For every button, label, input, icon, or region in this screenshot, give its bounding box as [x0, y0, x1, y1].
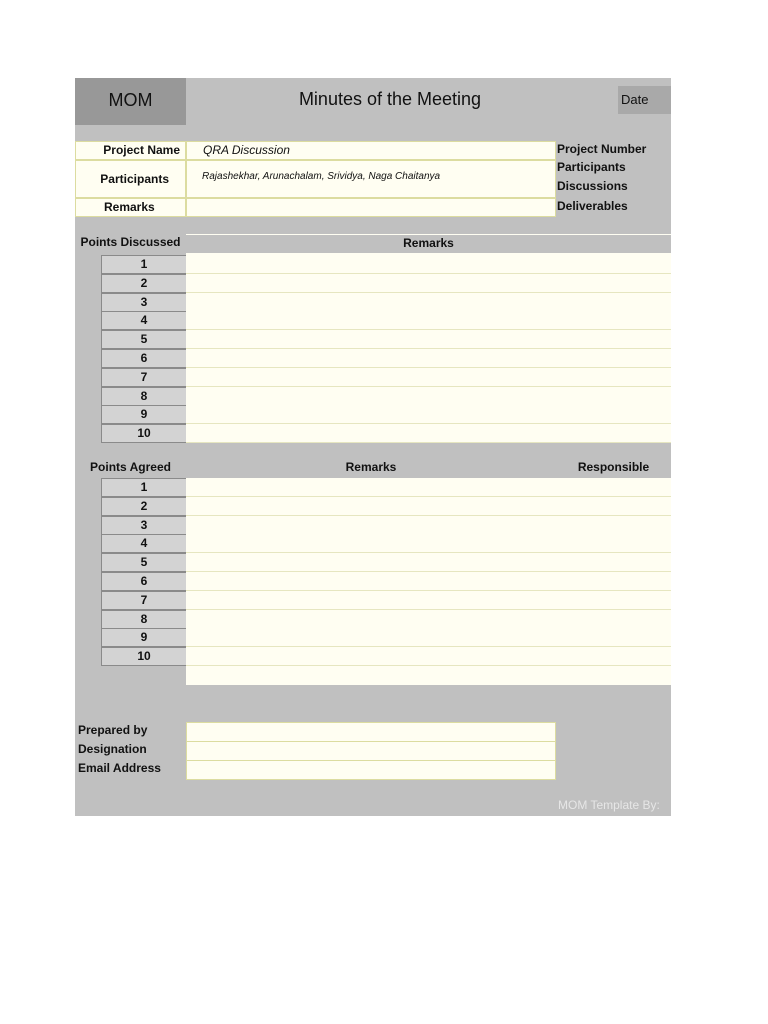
template-credit: MOM Template By: [558, 798, 660, 812]
row-number: 2 [101, 497, 187, 516]
row-number: 4 [101, 534, 187, 553]
participants-field[interactable]: Rajashekhar, Arunachalam, Srividya, Naga Chaitanya [186, 160, 556, 198]
table-row[interactable] [186, 405, 671, 424]
discussions-label: Discussions [557, 179, 628, 193]
table-row[interactable] [186, 553, 671, 572]
table-row[interactable] [186, 516, 671, 535]
points-discussed-header: Points Discussed [80, 235, 181, 249]
table-row[interactable] [186, 255, 671, 274]
designation-field[interactable] [186, 741, 556, 761]
page-title: Minutes of the Meeting [298, 89, 482, 109]
row-number: 5 [101, 330, 187, 349]
table-row[interactable] [186, 478, 671, 497]
table-row[interactable] [186, 534, 671, 553]
table-row[interactable] [186, 330, 671, 349]
row-number: 10 [101, 647, 187, 666]
mom-sheet [75, 78, 671, 816]
row-number: 4 [101, 311, 187, 330]
email-field[interactable] [186, 760, 556, 780]
table-row[interactable] [186, 293, 671, 312]
row-number: 2 [101, 274, 187, 293]
table-row[interactable] [186, 610, 671, 629]
table-row[interactable] [186, 628, 671, 647]
email-label: Email Address [78, 761, 161, 775]
row-number: 5 [101, 553, 187, 572]
row-number: 7 [101, 368, 187, 387]
points-agreed-header: Points Agreed [90, 460, 171, 474]
prepared-by-label: Prepared by [78, 723, 148, 737]
row-number: 3 [101, 293, 187, 312]
prepared-by-field[interactable] [186, 722, 556, 742]
row-number: 9 [101, 405, 187, 424]
table-row[interactable] [186, 274, 671, 293]
remarks-field[interactable] [186, 198, 556, 217]
row-number: 6 [101, 572, 187, 591]
table-row[interactable] [186, 572, 671, 591]
table-row[interactable] [186, 387, 671, 406]
project-name-label: Project Name [75, 141, 186, 160]
deliverables-label: Deliverables [557, 199, 628, 213]
project-name-field[interactable]: QRA Discussion [186, 141, 556, 160]
table-row[interactable] [186, 349, 671, 368]
row-number: 10 [101, 424, 187, 443]
designation-label: Designation [78, 742, 147, 756]
date-label: Date [618, 86, 671, 114]
row-number: 1 [101, 255, 187, 274]
row-number: 1 [101, 478, 187, 497]
mom-box: MOM [75, 78, 186, 125]
table-row[interactable] [186, 424, 671, 443]
participants-right-label: Participants [557, 160, 626, 174]
participants-label: Participants [75, 160, 186, 198]
row-number: 8 [101, 610, 187, 629]
discussed-remarks-header: Remarks [186, 234, 671, 252]
row-number: 6 [101, 349, 187, 368]
row-number: 7 [101, 591, 187, 610]
table-row[interactable] [186, 647, 671, 666]
table-row[interactable] [186, 497, 671, 516]
project-number-label: Project Number [557, 142, 647, 156]
remarks-label: Remarks [75, 198, 186, 217]
table-row[interactable] [186, 368, 671, 387]
row-number: 9 [101, 628, 187, 647]
agreed-remarks-header: Remarks [345, 460, 397, 474]
row-number: 3 [101, 516, 187, 535]
row-number: 8 [101, 387, 187, 406]
table-row[interactable] [186, 591, 671, 610]
table-row[interactable] [186, 311, 671, 330]
responsible-header: Responsible [577, 460, 650, 474]
